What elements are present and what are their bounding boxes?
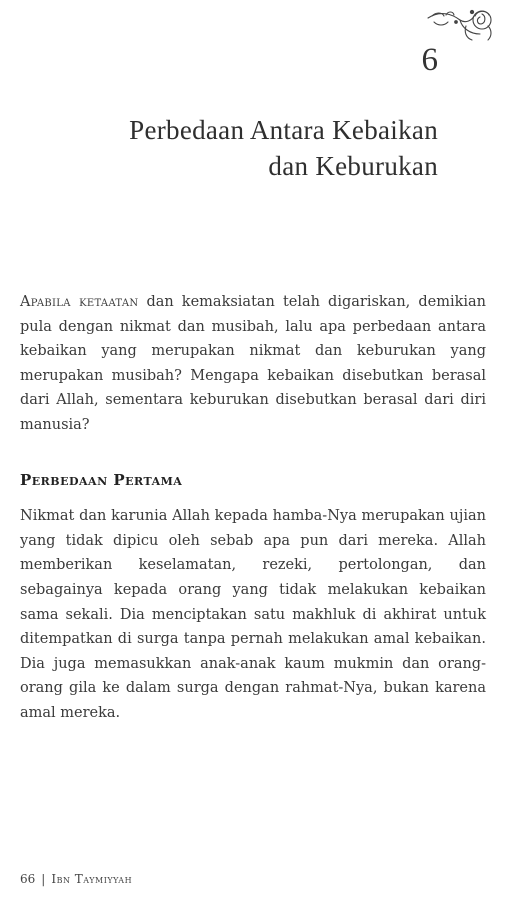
- chapter-title: [129, 112, 438, 184]
- body-text: [20, 290, 486, 726]
- intro-paragraph: [20, 290, 486, 438]
- chapter-number: 6: [421, 42, 438, 78]
- intro-lead-words: Apabila ketaatan: [20, 294, 139, 310]
- footer-separator: |: [41, 872, 46, 886]
- page-footer: [20, 872, 132, 886]
- running-author: Ibn Taymiyyah: [51, 872, 133, 886]
- intro-text: dan kemaksiatan telah digariskan, demikian pula dengan nikmat dan musibah, lalu apa perbedaan antara kebaikan yang merupakan nikmat dan keburukan yang merupakan musibah? Mengapa kebaikan disebutkan berasal dari Allah, sementara keburukan disebutkan berasal dari diri manusia?: [20, 294, 486, 433]
- floral-flourish-icon: [426, 4, 496, 46]
- section-heading: Perbedaan Pertama: [20, 470, 183, 489]
- chapter-title-line-2: dan Keburukan: [268, 151, 438, 181]
- chapter-title-line-1: Perbedaan Antara Kebaikan: [129, 115, 438, 145]
- section-paragraph: Nikmat dan karunia Allah kepada hamba-Nya merupakan ujian yang tidak dipicu oleh sebab apa pun dari mereka. Allah memberikan keselamatan, rezeki, pertolongan, dan sebagainya kepada orang yang tidak melakukan kebaikan sama sekali. Dia menciptakan satu makhluk di akhirat untuk ditempatkan di surga tanpa pernah melakukan amal kebaikan. Dia juga memasukkan anak-anak kaum mukmin dan orang-orang gila ke dalam surga dengan rahmat-Nya, bukan karena amal mereka.: [20, 508, 486, 721]
- page-number: 66: [20, 872, 36, 886]
